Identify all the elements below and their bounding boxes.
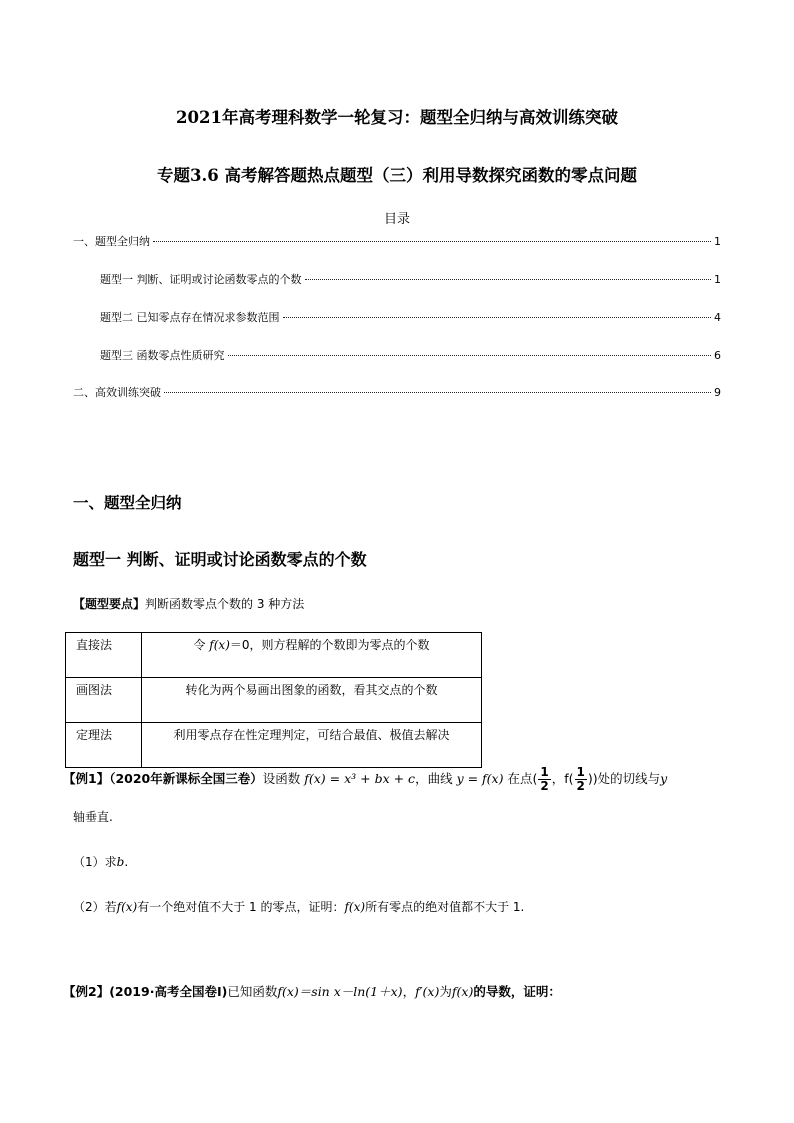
example-text: ，曲线 [415, 771, 453, 786]
example-math: y [660, 771, 668, 786]
example-math: f(x) = x³ + bx + c [304, 771, 416, 786]
example-text: 为 [439, 984, 452, 999]
example1-line1 [63, 766, 667, 793]
example-math: f(x) [116, 900, 138, 914]
table-row [66, 678, 482, 723]
key-points-line [73, 595, 304, 612]
method-name: 画图法 [66, 678, 142, 723]
example-text: 有一个绝对值不大于 1 的零点，证明： [137, 900, 345, 914]
toc-item-page: 6 [714, 349, 721, 362]
example-math: f(x) [344, 900, 366, 914]
example1-part1 [73, 853, 128, 870]
section-heading: 一、题型全归纳 [73, 493, 182, 512]
toc-item-label: 题型一 判断、证明或讨论函数零点的个数 [100, 273, 302, 286]
fraction-numerator: 1 [540, 765, 549, 779]
example-math: f(x)＝sin x－ln(1＋x) [277, 984, 403, 999]
document-title: 2021年高考理科数学一轮复习：题型全归纳与高效训练突破 [176, 108, 618, 127]
toc-item[interactable] [73, 233, 721, 249]
example-text: ，f( [551, 771, 574, 786]
table-row [66, 633, 482, 678]
document-subtitle: 专题3.6 高考解答题热点题型（三）利用导数探究函数的零点问题 [157, 166, 637, 185]
example-text: ))处的切线与 [587, 771, 661, 786]
example-text: . [124, 855, 129, 869]
example-text: 的导数，证明： [473, 984, 561, 999]
method-name: 直接法 [66, 633, 142, 678]
method-desc-math: f(x) [209, 638, 230, 652]
example-tag: 【例1】 [63, 771, 110, 786]
toc-leader [164, 392, 711, 393]
example1-part2 [73, 898, 524, 915]
example-text: ， [402, 984, 416, 999]
fraction-numerator: 1 [576, 765, 585, 779]
toc-item-page: 1 [714, 273, 721, 286]
toc-item-label: 题型三 函数零点性质研究 [100, 349, 225, 362]
topic-heading: 题型一 判断、证明或讨论函数零点的个数 [73, 550, 367, 569]
toc-leader [305, 279, 712, 280]
toc-item-label: 二、高效训练突破 [73, 386, 161, 399]
toc-item[interactable] [100, 347, 721, 363]
fraction [575, 766, 587, 793]
key-points-tag: 【题型要点】 [73, 597, 146, 611]
toc-leader [283, 317, 712, 318]
part-label: （1）求 [73, 855, 117, 869]
toc-item-label: 题型二 已知零点存在情况求参数范围 [100, 311, 280, 324]
method-desc-text: ＝0，则方程解的个数即为零点的个数 [229, 638, 430, 652]
table-row [66, 723, 482, 768]
toc-item-page: 9 [714, 386, 721, 399]
toc-item-label: 一、题型全归纳 [73, 235, 150, 248]
key-points-text: 判断函数零点个数的 3 种方法 [145, 597, 305, 611]
methods-table [65, 632, 482, 768]
example-source: （2020年新课标全国三卷） [109, 771, 263, 786]
method-desc [142, 633, 482, 678]
toc-item[interactable] [100, 271, 721, 287]
fraction-denominator: 2 [540, 779, 549, 793]
example1-line2: 轴垂直. [73, 810, 113, 824]
example-math: f′(x) [415, 984, 440, 999]
toc-leader [228, 355, 712, 356]
fraction [538, 766, 550, 793]
example-text: 已知函数 [227, 984, 278, 999]
toc-heading: 目录 [383, 212, 410, 227]
example-math: b [116, 855, 125, 869]
toc-item-page: 4 [714, 311, 721, 324]
toc-item[interactable] [100, 309, 721, 325]
example-tag: 【例2】 [63, 984, 110, 999]
fraction-denominator: 2 [576, 779, 585, 793]
example-math: y = f(x) [456, 771, 504, 786]
method-desc-text: 令 [193, 638, 210, 652]
toc-leader [153, 241, 711, 242]
part-label: （2）若 [73, 900, 117, 914]
toc-item[interactable] [73, 384, 721, 400]
method-name: 定理法 [66, 723, 142, 768]
example-text: 设函数 [262, 771, 301, 786]
example-source: (2019·高考全国卷Ⅰ) [109, 984, 228, 999]
example2-line1 [63, 982, 561, 1000]
example-math: f(x) [451, 984, 474, 999]
example-text: 在点( [507, 771, 538, 786]
method-desc: 转化为两个易画出图象的函数，看其交点的个数 [142, 678, 482, 723]
example-text: 所有零点的绝对值都不大于 1. [365, 900, 525, 914]
method-desc: 利用零点存在性定理判定，可结合最值、极值去解决 [142, 723, 482, 768]
toc-item-page: 1 [714, 235, 721, 248]
